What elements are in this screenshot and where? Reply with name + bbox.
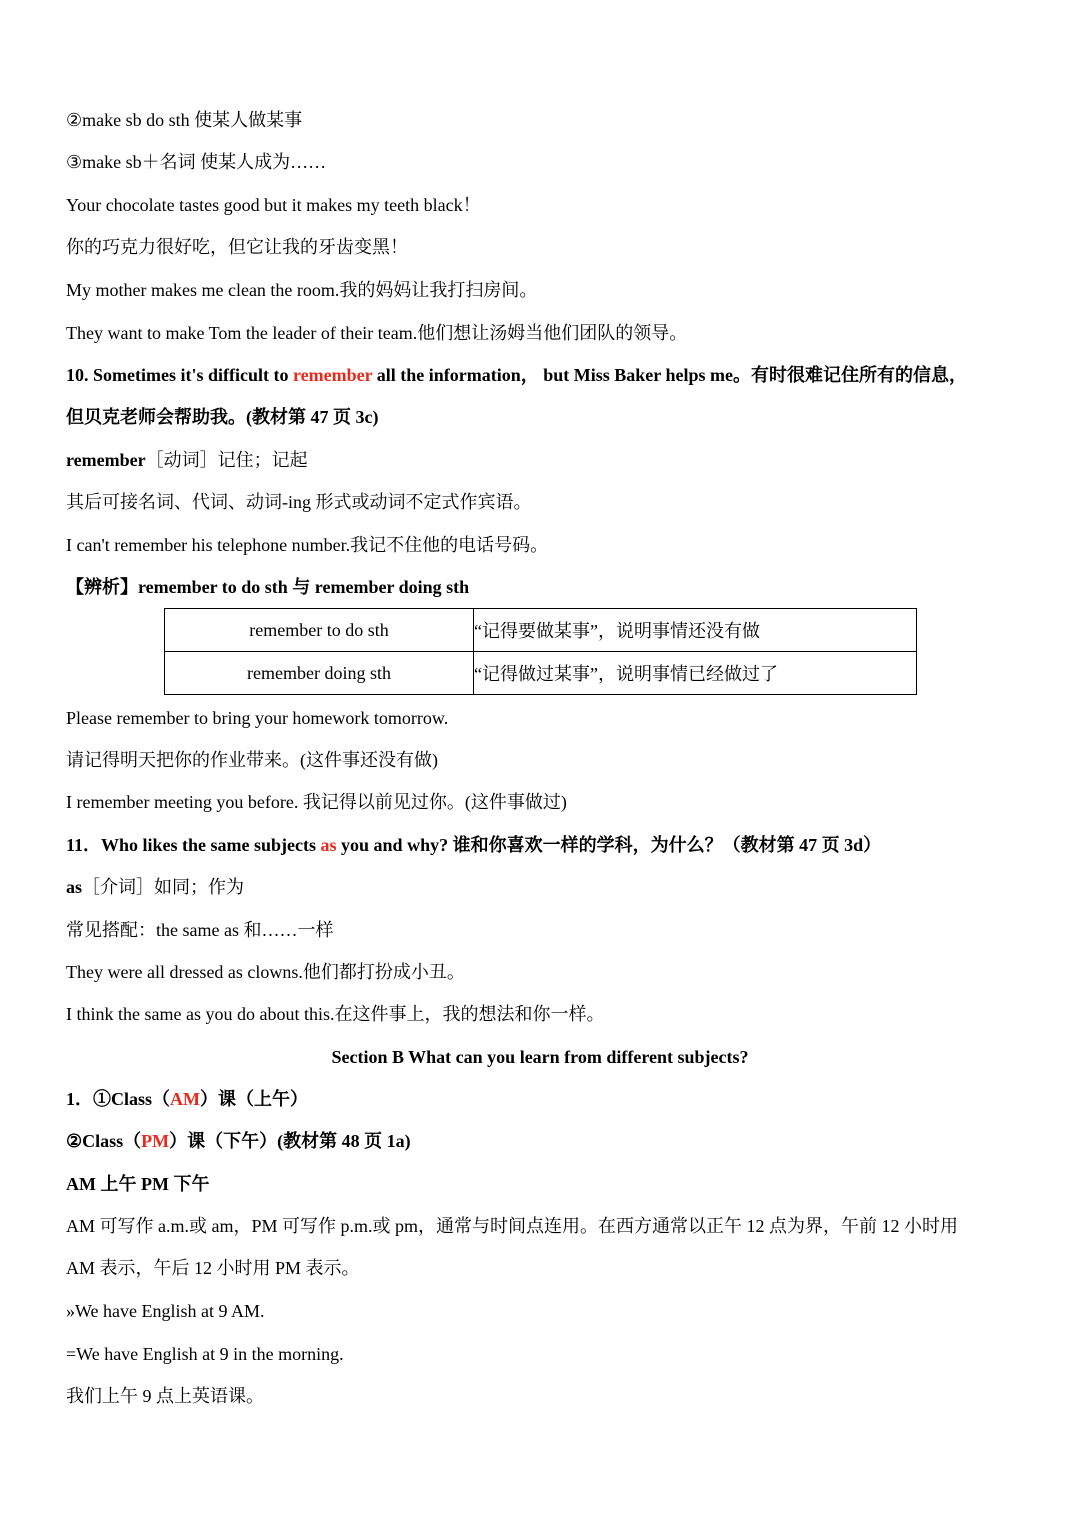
table-row [165, 609, 917, 652]
example-meeting: I remember meeting you before. 我记得以前见过你。(这件事做过) [66, 792, 567, 812]
example-tom-leader: They want to make Tom the leader of their team.他们想让汤姆当他们团队的领导。 [66, 323, 688, 343]
example-clowns: They were all dressed as clowns.他们都打扮成小丑。 [66, 962, 465, 982]
item-2-pre: ②Class（ [66, 1131, 142, 1151]
line-make-sb-do-sth: ②make sb do sth 使某人做某事 [66, 110, 303, 130]
example-english-zh: 我们上午 9 点上英语课。 [66, 1386, 264, 1406]
keyword-as: as [320, 835, 337, 855]
remember-definition [66, 448, 1040, 472]
as-word: as [66, 877, 83, 897]
question-11 [66, 833, 1040, 857]
keyword-remember: remember [292, 365, 373, 385]
line-make-sb-noun: ③make sb＋名词 使某人成为…… [66, 152, 327, 172]
am-pm-paragraph-2: AM 表示，午后 12 小时用 PM 表示。 [66, 1258, 360, 1278]
example-mother: My mother makes me clean the room.我的妈妈让我打扫房间。 [66, 280, 538, 300]
table-cell-form: remember to do sth [165, 609, 474, 652]
am-pm-heading: AM 上午 PM 下午 [66, 1174, 210, 1194]
example-chocolate-en: Your chocolate tastes good but it makes my teeth black！ [66, 195, 481, 215]
as-pos: ［介词］如同；作为 [82, 877, 245, 897]
remember-pos: ［动词］记住；记起 [145, 450, 308, 470]
example-chocolate-zh: 你的巧克力很好吃，但它让我的牙齿变黑！ [66, 237, 408, 257]
remember-example: I can't remember his telephone number.我记不住他的电话号码。 [66, 535, 549, 555]
table-row [165, 652, 917, 695]
as-definition [66, 875, 1040, 899]
keyword-am: AM [170, 1089, 201, 1109]
question-11-pre: 11．Who likes the same subjects [66, 835, 321, 855]
question-10-post: all the information， but Miss Baker helps me。有时很难记住所有的信息， [372, 365, 967, 385]
example-homework-zh: 请记得明天把你的作业带来。(这件事还没有做) [66, 750, 438, 770]
question-10 [66, 363, 1040, 387]
section-b-heading: Section B What can you learn from different subjects? [331, 1047, 749, 1067]
item-1-pre: 1．①Class（ [66, 1089, 171, 1109]
comparison-table [164, 608, 917, 695]
question-11-post: you and why? 谁和你喜欢一样的学科，为什么？（教材第 47 页 3d） [336, 835, 882, 855]
item-2-post: ）课（下午）(教材第 48 页 1a) [169, 1131, 411, 1151]
section-b-item-2 [66, 1129, 1040, 1153]
table-cell-form: remember doing sth [165, 652, 474, 695]
remember-usage-note: 其后可接名词、代词、动词-ing 形式或动词不定式作宾语。 [66, 492, 532, 512]
example-same-as: I think the same as you do about this.在这件事上，我的想法和你一样。 [66, 1004, 605, 1024]
am-pm-paragraph-1: AM 可写作 a.m.或 am，PM 可写作 p.m.或 pm，通常与时间点连用。在西方通常以正午 12 点为界，午前 12 小时用 [66, 1216, 958, 1236]
section-b-item-1 [66, 1087, 1040, 1111]
example-english-9am: »We have English at 9 AM. [66, 1301, 265, 1321]
question-10-pre: 10. Sometimes it's difficult to [66, 365, 293, 385]
question-10-line2: 但贝克老师会帮助我。(教材第 47 页 3c) [66, 407, 379, 427]
table-cell-meaning: “记得要做某事”，说明事情还没有做 [474, 609, 917, 652]
analysis-heading: 【辨析】remember to do sth 与 remember doing sth [66, 577, 470, 597]
keyword-pm: PM [141, 1131, 170, 1151]
example-english-morning: =We have English at 9 in the morning. [66, 1344, 344, 1364]
item-1-post: ）课（上午） [200, 1089, 309, 1109]
table-cell-meaning: “记得做过某事”，说明事情已经做过了 [474, 652, 917, 695]
remember-word: remember [66, 450, 146, 470]
as-collocation: 常见搭配：the same as 和……一样 [66, 920, 334, 940]
example-homework-en: Please remember to bring your homework tomorrow. [66, 708, 449, 728]
